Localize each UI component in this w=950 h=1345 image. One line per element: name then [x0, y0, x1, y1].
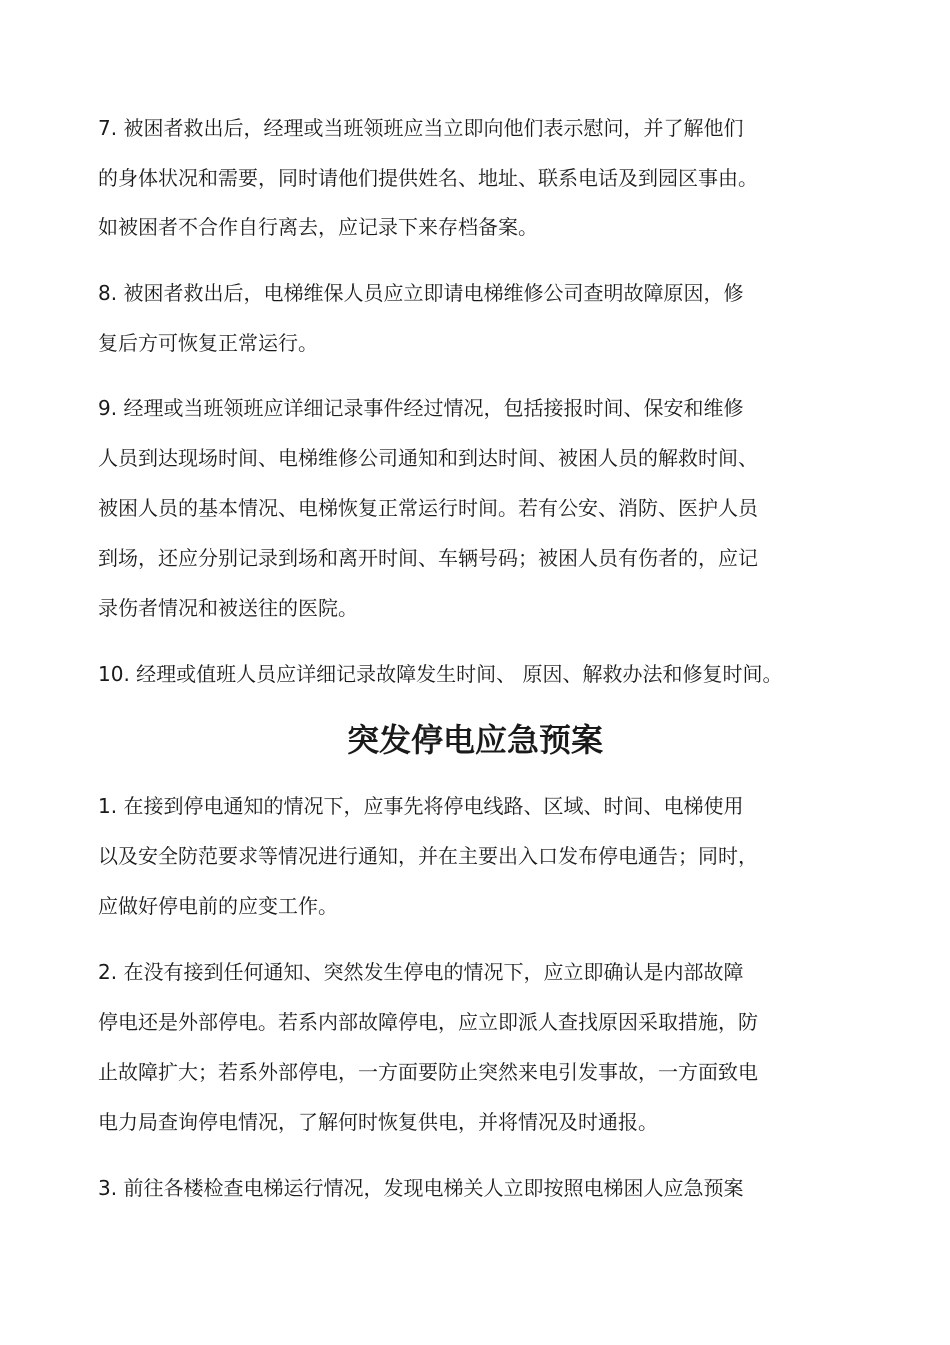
paragraph-line: 止故障扩大；若系外部停电，一方面要防止突然来电引发事故，一方面致电: [98, 1060, 758, 1084]
paragraph-line: 到场，还应分别记录到场和离开时间、车辆号码；被困人员有伤者的，应记: [98, 546, 758, 570]
paragraph-line: 应做好停电前的应变工作。: [98, 894, 338, 918]
paragraph-line: 7. 被困者救出后，经理或当班领班应当立即向他们表示慰问，并了解他们: [98, 116, 744, 140]
paragraph-line: 如被困者不合作自行离去，应记录下来存档备案。: [98, 215, 538, 239]
paragraph-line: 以及安全防范要求等情况进行通知，并在主要出入口发布停电通告；同时，: [98, 844, 758, 868]
paragraph-line: 被困人员的基本情况、电梯恢复正常运行时间。若有公安、消防、医护人员: [98, 496, 758, 520]
paragraph-line: 3. 前往各楼检查电梯运行情况，发现电梯关人立即按照电梯困人应急预案: [98, 1176, 744, 1200]
paragraph-line: 人员到达现场时间、电梯维修公司通知和到达时间、被困人员的解救时间、: [98, 446, 758, 470]
paragraph-line: 8. 被困者救出后，电梯维保人员应立即请电梯维修公司查明故障原因，修: [98, 281, 744, 305]
paragraph-line: 的身体状况和需要，同时请他们提供姓名、地址、联系电话及到园区事由。: [98, 166, 758, 190]
paragraph-line: 停电还是外部停电。若系内部故障停电，应立即派人查找原因采取措施，防: [98, 1010, 758, 1034]
paragraph-line: 电力局查询停电情况，了解何时恢复供电，并将情况及时通报。: [98, 1110, 658, 1134]
paragraph-line: 1. 在接到停电通知的情况下，应事先将停电线路、区域、时间、电梯使用: [98, 794, 744, 818]
paragraph-line: 9. 经理或当班领班应详细记录事件经过情况，包括接报时间、保安和维修: [98, 396, 744, 420]
paragraph-line: 2. 在没有接到任何通知、突然发生停电的情况下，应立即确认是内部故障: [98, 960, 744, 984]
paragraph-line: 10. 经理或值班人员应详细记录故障发生时间、 原因、解救办法和修复时间。: [98, 662, 783, 686]
paragraph-line: 录伤者情况和被送往的医院。: [98, 596, 358, 620]
paragraph-line: 复后方可恢复正常运行。: [98, 331, 318, 355]
section-title: 突发停电应急预案: [346, 721, 603, 759]
